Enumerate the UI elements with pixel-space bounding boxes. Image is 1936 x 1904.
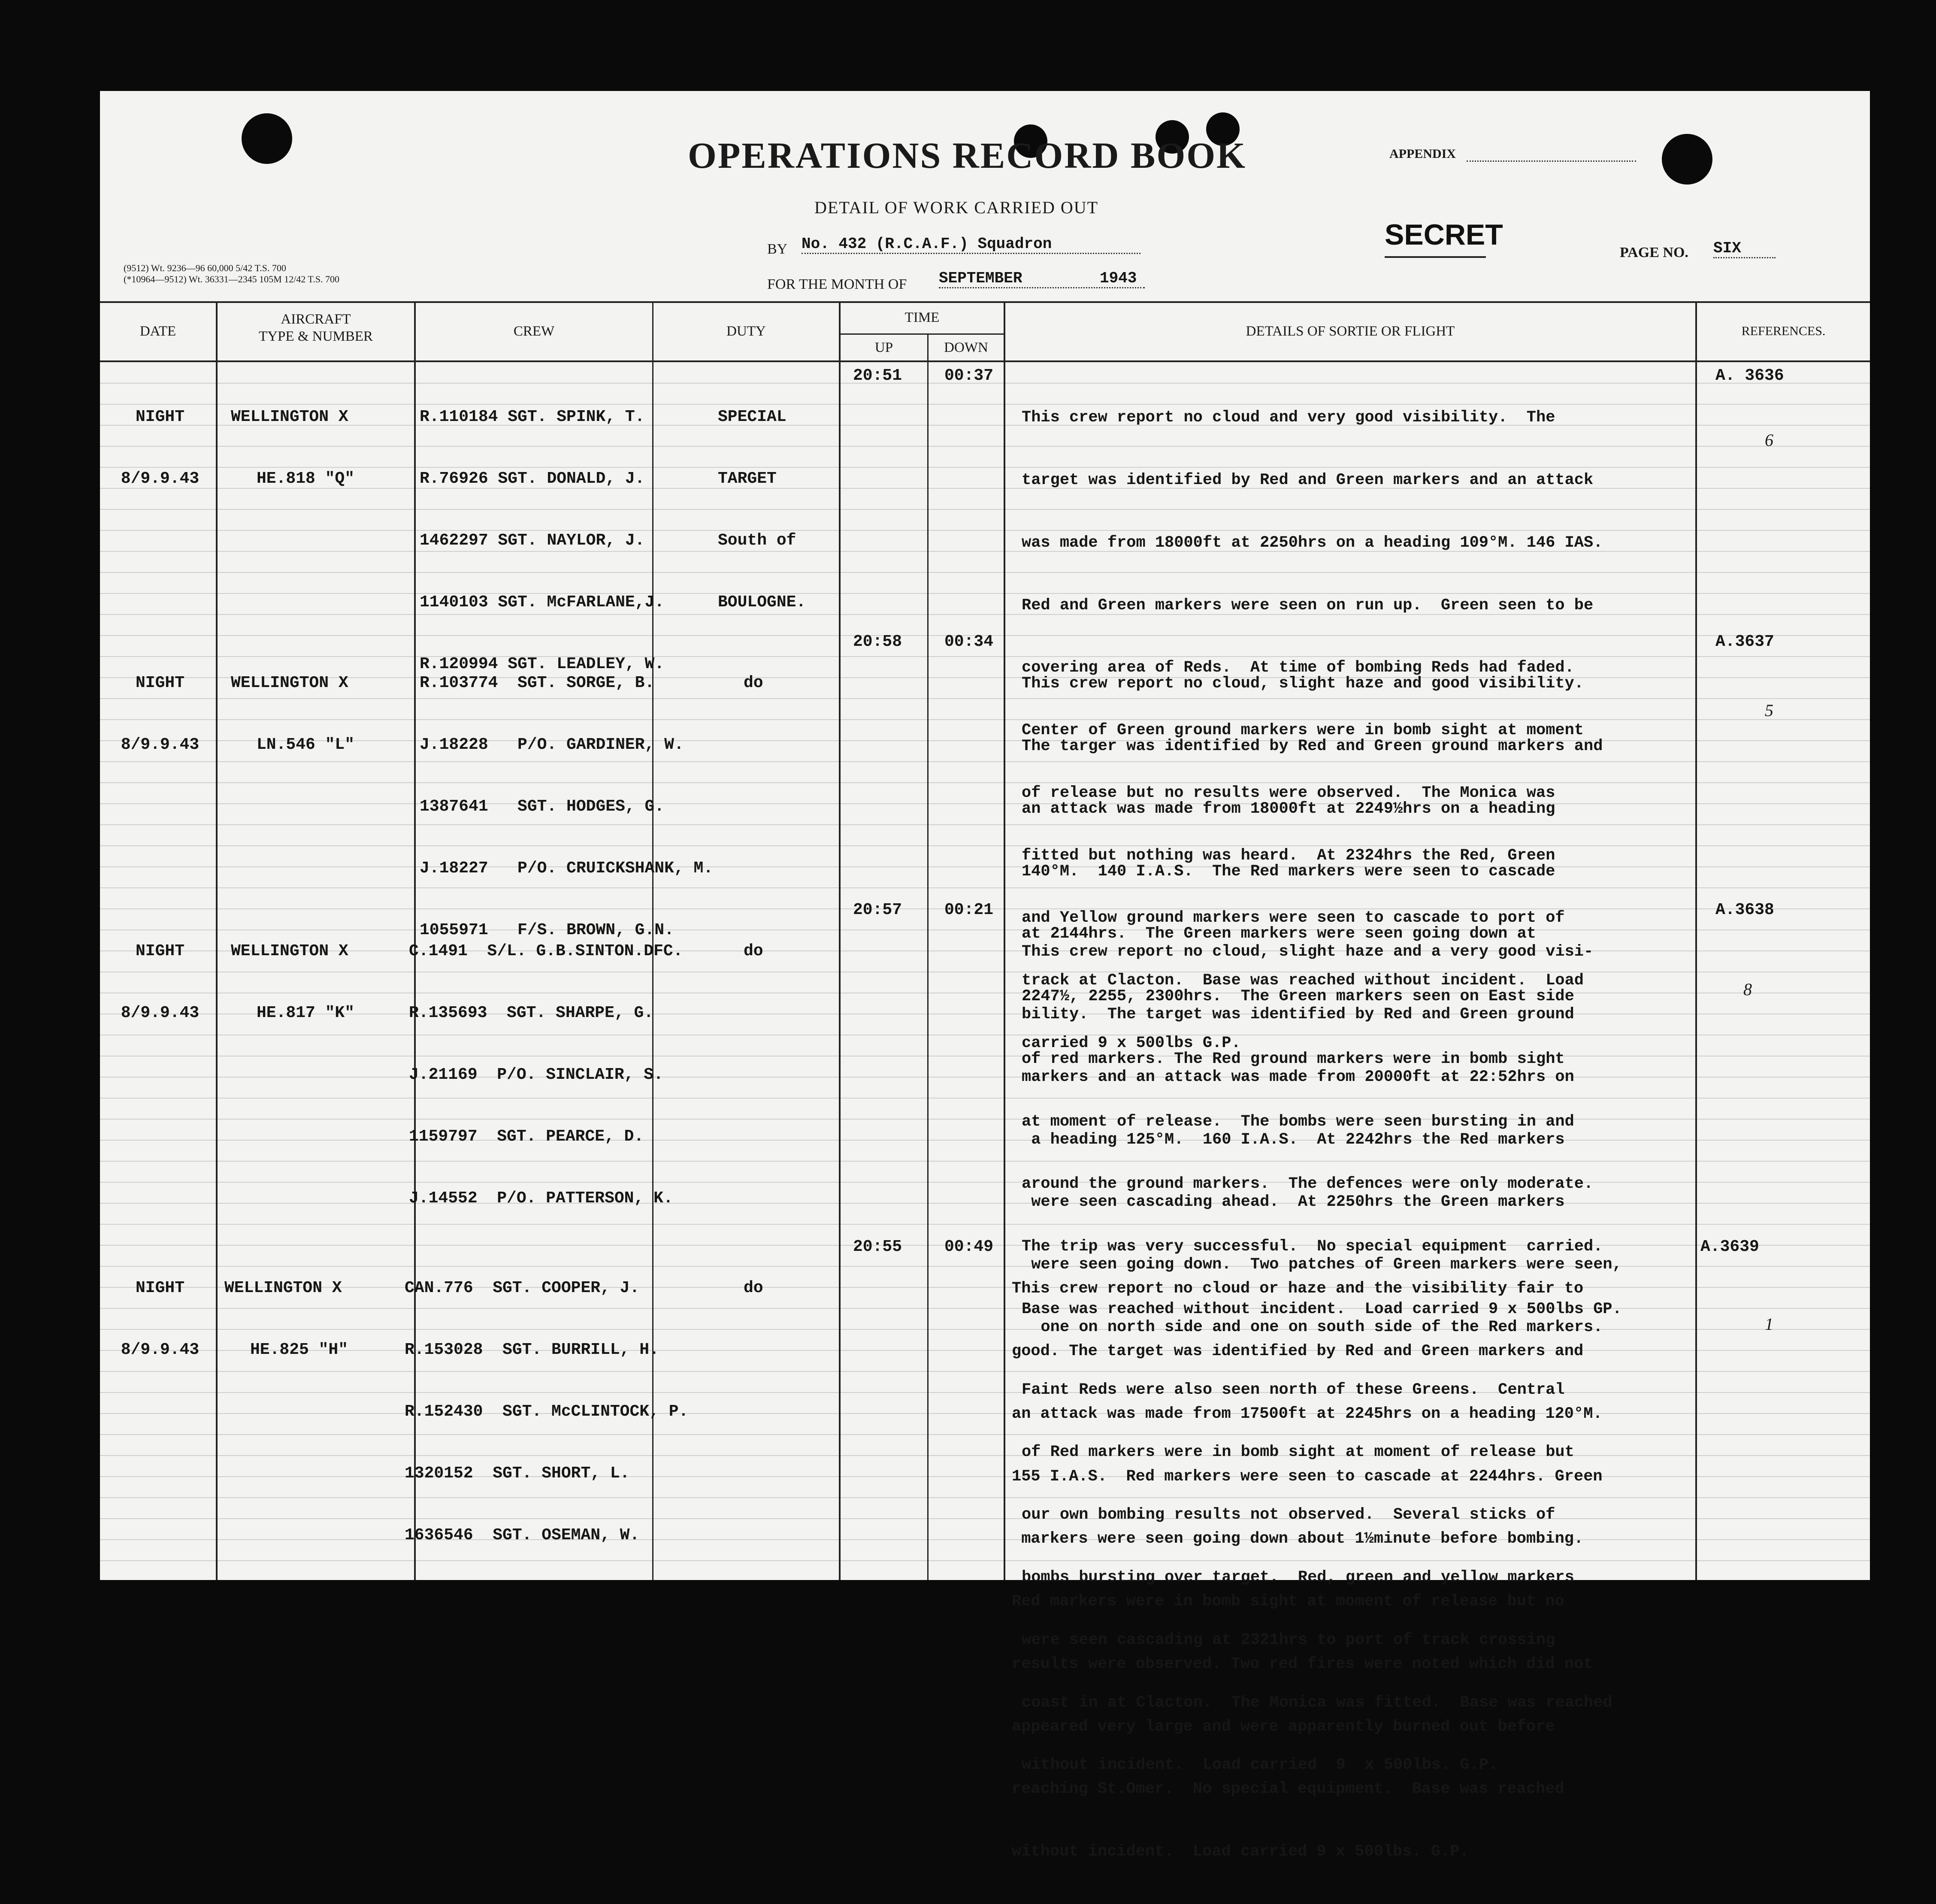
detail-line: The targer was identified by Red and Green ground markers and — [1022, 737, 1603, 755]
detail-line: Red markers were in bomb sight at moment of release but no — [1012, 1592, 1564, 1611]
detail-line: fitted but nothing was heard. At 2324hrs the Red, Green — [1022, 846, 1555, 865]
squadron-field — [802, 235, 1140, 254]
aircraft-number: HE.818 "Q" — [257, 469, 355, 488]
header-bottom-border — [100, 360, 1870, 362]
ruled-line — [100, 446, 1870, 447]
crew-member: 1055971 F/S. BROWN, G.N. — [420, 921, 674, 939]
table-top-border — [100, 301, 1870, 303]
detail-line: at 2144hrs. The Green markers were seen going down at — [1022, 925, 1536, 943]
aircraft-type: WELLINGTON X — [224, 1279, 342, 1297]
time-up: 20:51 — [853, 366, 902, 385]
reference-code: A. 3636 — [1715, 366, 1784, 385]
print-code-line: (9512) Wt. 9236—96 60,000 5/42 T.S. 700 — [124, 263, 286, 273]
detail-line: good. The target was identified by Red and Green markers and — [1012, 1342, 1584, 1360]
date-header — [100, 323, 216, 340]
detail-line: Red and Green markers were seen on run up. Green seen to be — [1022, 596, 1594, 614]
crew-member: J.21169 P/O. SINCLAIR, S. — [409, 1066, 663, 1084]
crew-member: C.1491 S/L. G.B.SINTON.DFC. — [409, 942, 683, 960]
time-up: 20:55 — [853, 1238, 902, 1256]
detail-line: one on north side and one on south side of the Red markers. — [1022, 1318, 1603, 1336]
ruled-line — [100, 530, 1870, 531]
detail-line: without incident. Load carried 9 x 500lbs. G.P. — [1022, 1756, 1498, 1774]
detail-line: an attack was made from 17500ft at 2245hrs on a heading 120°M. — [1012, 1405, 1603, 1423]
by-label: BY — [767, 241, 788, 257]
detail-line: without incident. Load carried 9 x 500lbs. G.P. — [1012, 1843, 1469, 1861]
aircraft-number: HE.817 "K" — [257, 1004, 355, 1022]
aircraft-type: WELLINGTON X — [231, 942, 348, 960]
entry-date — [109, 632, 212, 796]
references-header-text: REFERENCES. — [1741, 324, 1826, 338]
detail-line: reaching St.Omer. No special equipment. Base was reached — [1012, 1780, 1564, 1798]
crew-member: R.103774 SGT. SORGE, B. — [420, 674, 655, 692]
details-header-text: DETAILS OF SORTIE OR FLIGHT — [1246, 324, 1455, 339]
detail-line: were seen cascading at 2321hrs to port of track crossing — [1022, 1631, 1555, 1649]
duty-line: TARGET — [718, 469, 777, 488]
entry-duty — [744, 900, 802, 1003]
duty-line: South of — [718, 531, 796, 550]
col-divider — [1004, 301, 1005, 1580]
entry-aircraft — [231, 366, 354, 530]
date-value: 8/9.9.43 — [121, 736, 200, 754]
entry-duty — [744, 632, 802, 735]
ruled-line — [100, 551, 1870, 552]
squadron-value: No. 432 (R.C.A.F.) Squadron — [802, 235, 1052, 253]
duty-line: SPECIAL — [718, 408, 786, 426]
print-code-line: (*10964—9512) Wt. 36331—2345 105M 12/42 T.S. 700 — [124, 274, 339, 285]
col-divider — [216, 301, 218, 1580]
detail-line: markers were seen going down about 1½minute before bombing. — [1012, 1530, 1584, 1548]
appendix-field — [1467, 160, 1636, 162]
entry-crew — [409, 900, 683, 1250]
detail-line: 2247½, 2255, 2300hrs. The Green markers seen on East side — [1022, 987, 1574, 1006]
date-night: NIGHT — [135, 408, 185, 426]
crew-member: R.152430 SGT. McCLINTOCK, P. — [405, 1402, 689, 1421]
date-value: 8/9.9.43 — [121, 1341, 200, 1359]
detail-line: This crew report no cloud and very good visibility. The — [1022, 409, 1555, 427]
up-header-text: UP — [874, 340, 893, 355]
entry-date — [109, 900, 212, 1065]
detail-line: 140°M. 140 I.A.S. The Red markers were seen to cascade — [1022, 862, 1555, 881]
detail-line: results were observed. Two red fires were noted which did not — [1012, 1655, 1593, 1673]
detail-line: at moment of release. The bombs were seen bursting in and — [1022, 1112, 1574, 1131]
detail-line: This crew report no cloud, slight haze and a very good visi- — [1022, 943, 1594, 961]
reference-code: A.3637 — [1715, 633, 1774, 651]
page-number-field — [1713, 239, 1776, 258]
month-label: FOR THE MONTH OF — [767, 276, 907, 292]
detail-line: appeared very large and were apparently burned out before — [1012, 1717, 1555, 1736]
secret-underline — [1385, 256, 1486, 258]
crew-header — [416, 323, 652, 340]
duty-line: do — [744, 942, 763, 960]
detail-line: of red markers. The Red ground markers were in bomb sight — [1022, 1050, 1565, 1068]
reference-code: A.3639 — [1700, 1238, 1759, 1256]
duty-header-text: DUTY — [726, 324, 766, 339]
ruled-line — [100, 488, 1870, 489]
duty-header — [653, 323, 839, 340]
time-down: 00:49 — [944, 1238, 994, 1256]
entry-details — [1012, 1237, 1603, 1904]
detail-line: our own bombing results not observed. Several sticks of — [1022, 1506, 1555, 1524]
print-code — [124, 263, 339, 285]
page-title: OPERATIONS RECORD BOOK — [688, 135, 1246, 176]
detail-line: This crew report no cloud, slight haze and good visibility. — [1022, 675, 1584, 693]
date-value: 8/9.9.43 — [121, 1004, 200, 1022]
detail-line: Center of Green ground markers were in bomb sight at moment — [1022, 721, 1584, 740]
aircraft-number: LN.546 "L" — [257, 736, 355, 754]
col-divider — [839, 301, 841, 1580]
col-divider — [927, 333, 929, 1580]
detail-line: bility. The target was identified by Red and Green ground — [1022, 1005, 1574, 1023]
record-page — [100, 91, 1870, 1861]
crew-member: R.135693 SGT. SHARPE, G. — [409, 1004, 654, 1022]
month-field — [939, 269, 1145, 288]
detail-line: of Red markers were in bomb sight at moment of release but — [1022, 1443, 1574, 1462]
secret-stamp: SECRET — [1385, 218, 1503, 251]
col-divider — [1695, 301, 1697, 1580]
crew-member: R.120994 SGT. LEADLEY, W. — [420, 655, 665, 673]
punch-hole-icon — [1662, 134, 1712, 185]
month-value: SEPTEMBER — [939, 269, 1022, 287]
detail-line: of release but no results were observed. The Monica was — [1022, 784, 1555, 802]
detail-line: Faint Reds were also seen north of these Greens. Central — [1022, 1380, 1565, 1399]
date-night: NIGHT — [135, 1279, 185, 1297]
up-header — [841, 339, 927, 356]
entry-aircraft — [231, 900, 354, 1065]
detail-line: track at Clacton. Base was reached without incident. Load — [1022, 972, 1584, 990]
time-down: 00:37 — [944, 366, 994, 385]
appendix-label: APPENDIX — [1389, 147, 1456, 161]
detail-line: bombs bursting over target. Red, green and yellow markers — [1022, 1568, 1574, 1586]
detail-line: were seen cascading ahead. At 2250hrs the Green markers — [1022, 1193, 1565, 1211]
ruled-line — [100, 593, 1870, 594]
aircraft-type: WELLINGTON X — [231, 674, 348, 692]
date-header-text: DATE — [139, 324, 176, 339]
time-up: 20:58 — [853, 633, 902, 651]
punch-hole-icon — [242, 113, 292, 164]
time-down: 00:34 — [944, 633, 994, 651]
ruled-line — [100, 509, 1870, 510]
time-split-border — [839, 333, 1004, 335]
crew-member: J.14552 P/O. PATTERSON, K. — [409, 1189, 673, 1208]
crew-member: R.110184 SGT. SPINK, T. — [420, 408, 645, 426]
detail-line: and Yellow ground markers were seen to cascade to port of — [1022, 909, 1565, 927]
ruled-line — [100, 614, 1870, 615]
crew-member: 1140103 SGT. McFARLANE,J. — [420, 593, 665, 611]
date-night: NIGHT — [135, 942, 185, 960]
time-up: 20:57 — [853, 901, 902, 919]
detail-line: Base was reached without incident. Load carried 9 x 500lbs GP. — [1022, 1300, 1622, 1318]
duty-line: do — [744, 1279, 763, 1297]
crew-member: R.153028 SGT. BURRILL, H. — [405, 1341, 659, 1359]
ruled-line — [100, 467, 1870, 468]
detail-line: covering area of Reds. At time of bombing Reds had faded. — [1022, 659, 1574, 677]
aircraft-type: WELLINGTON X — [231, 408, 348, 426]
page-number-label: PAGE NO. — [1620, 245, 1688, 260]
detail-line: 155 I.A.S. Red markers were seen to cascade at 2244hrs. Green — [1012, 1467, 1603, 1486]
aircraft-header-text: AIRCRAFT — [281, 312, 351, 327]
crew-member: J.18228 P/O. GARDINER, W. — [420, 736, 684, 754]
reference-code: A.3638 — [1715, 901, 1774, 919]
detail-line: an attack was made from 18000ft at 2249½hrs on a heading — [1022, 799, 1555, 818]
margin-note: 1 — [1765, 1314, 1773, 1334]
detail-line: coast in at Clacton. The Monica was fitted. Base was reached — [1022, 1693, 1612, 1712]
crew-member: 1636546 SGT. OSEMAN, W. — [405, 1526, 640, 1544]
detail-line: was made from 18000ft at 2250hrs on a heading 109°M. 146 IAS. — [1022, 533, 1603, 552]
crew-member: 1462297 SGT. NAYLOR, J. — [420, 531, 645, 550]
ruled-line — [100, 572, 1870, 573]
time-down: 00:21 — [944, 901, 994, 919]
entry-aircraft — [231, 632, 354, 796]
crew-member: CAN.776 SGT. COOPER, J. — [405, 1279, 640, 1297]
duty-line: do — [744, 674, 763, 692]
detail-line: around the ground markers. The defences were only moderate. — [1022, 1175, 1594, 1193]
time-header-text: TIME — [904, 310, 940, 325]
aircraft-header-text: TYPE & NUMBER — [259, 329, 373, 344]
down-header-text: DOWN — [944, 340, 988, 355]
detail-line: markers and an attack was made from 20000ft at 22:52hrs on — [1022, 1068, 1574, 1086]
page-number-value: SIX — [1713, 239, 1741, 257]
down-header — [929, 339, 1004, 356]
entry-duty — [718, 366, 806, 654]
date-value: 8/9.9.43 — [121, 469, 200, 488]
record-table — [100, 301, 1870, 1861]
crew-member: 1387641 SGT. HODGES, G. — [420, 797, 665, 816]
details-header — [1005, 323, 1695, 340]
aircraft-number: HE.825 "H" — [250, 1341, 348, 1359]
aircraft-header — [218, 311, 414, 345]
crew-header-text: CREW — [513, 324, 555, 339]
entry-duty — [744, 1237, 802, 1340]
duty-line: BOULOGNE. — [718, 593, 806, 611]
margin-note: 6 — [1765, 430, 1773, 450]
ruled-line — [100, 404, 1870, 405]
detail-line: This crew report no cloud or haze and the visibility fair to — [1012, 1280, 1584, 1298]
crew-member: R.76926 SGT. DONALD, J. — [420, 469, 645, 488]
time-header — [841, 309, 1004, 326]
detail-line: were seen going down. Two patches of Green markers were seen, — [1022, 1256, 1622, 1274]
page-subtitle: DETAIL OF WORK CARRIED OUT — [814, 198, 1099, 217]
crew-member: 1320152 SGT. SHORT, L. — [405, 1464, 630, 1483]
references-header — [1697, 323, 1870, 340]
entry-date — [109, 366, 212, 530]
crew-member: 1159797 SGT. PEARCE, D. — [409, 1127, 644, 1146]
ruled-line — [100, 425, 1870, 426]
margin-note: 8 — [1743, 980, 1752, 999]
detail-line: target was identified by Red and Green markers and an attack — [1022, 471, 1594, 489]
year-value: 1943 — [1100, 269, 1137, 287]
crew-member: J.18227 P/O. CRUICKSHANK, M. — [420, 859, 714, 878]
margin-note: 5 — [1765, 701, 1773, 720]
detail-line: a heading 125°M. 160 I.A.S. At 2242hrs the Red markers — [1022, 1130, 1565, 1149]
entry-date — [109, 1237, 212, 1402]
entry-aircraft — [224, 1237, 348, 1402]
date-night: NIGHT — [135, 674, 185, 692]
detail-line: carried 9 x 500lbs G.P. — [1022, 1034, 1241, 1052]
entry-crew — [405, 1237, 688, 1587]
detail-line: The trip was very successful. No special equipment carried. — [1022, 1238, 1603, 1256]
